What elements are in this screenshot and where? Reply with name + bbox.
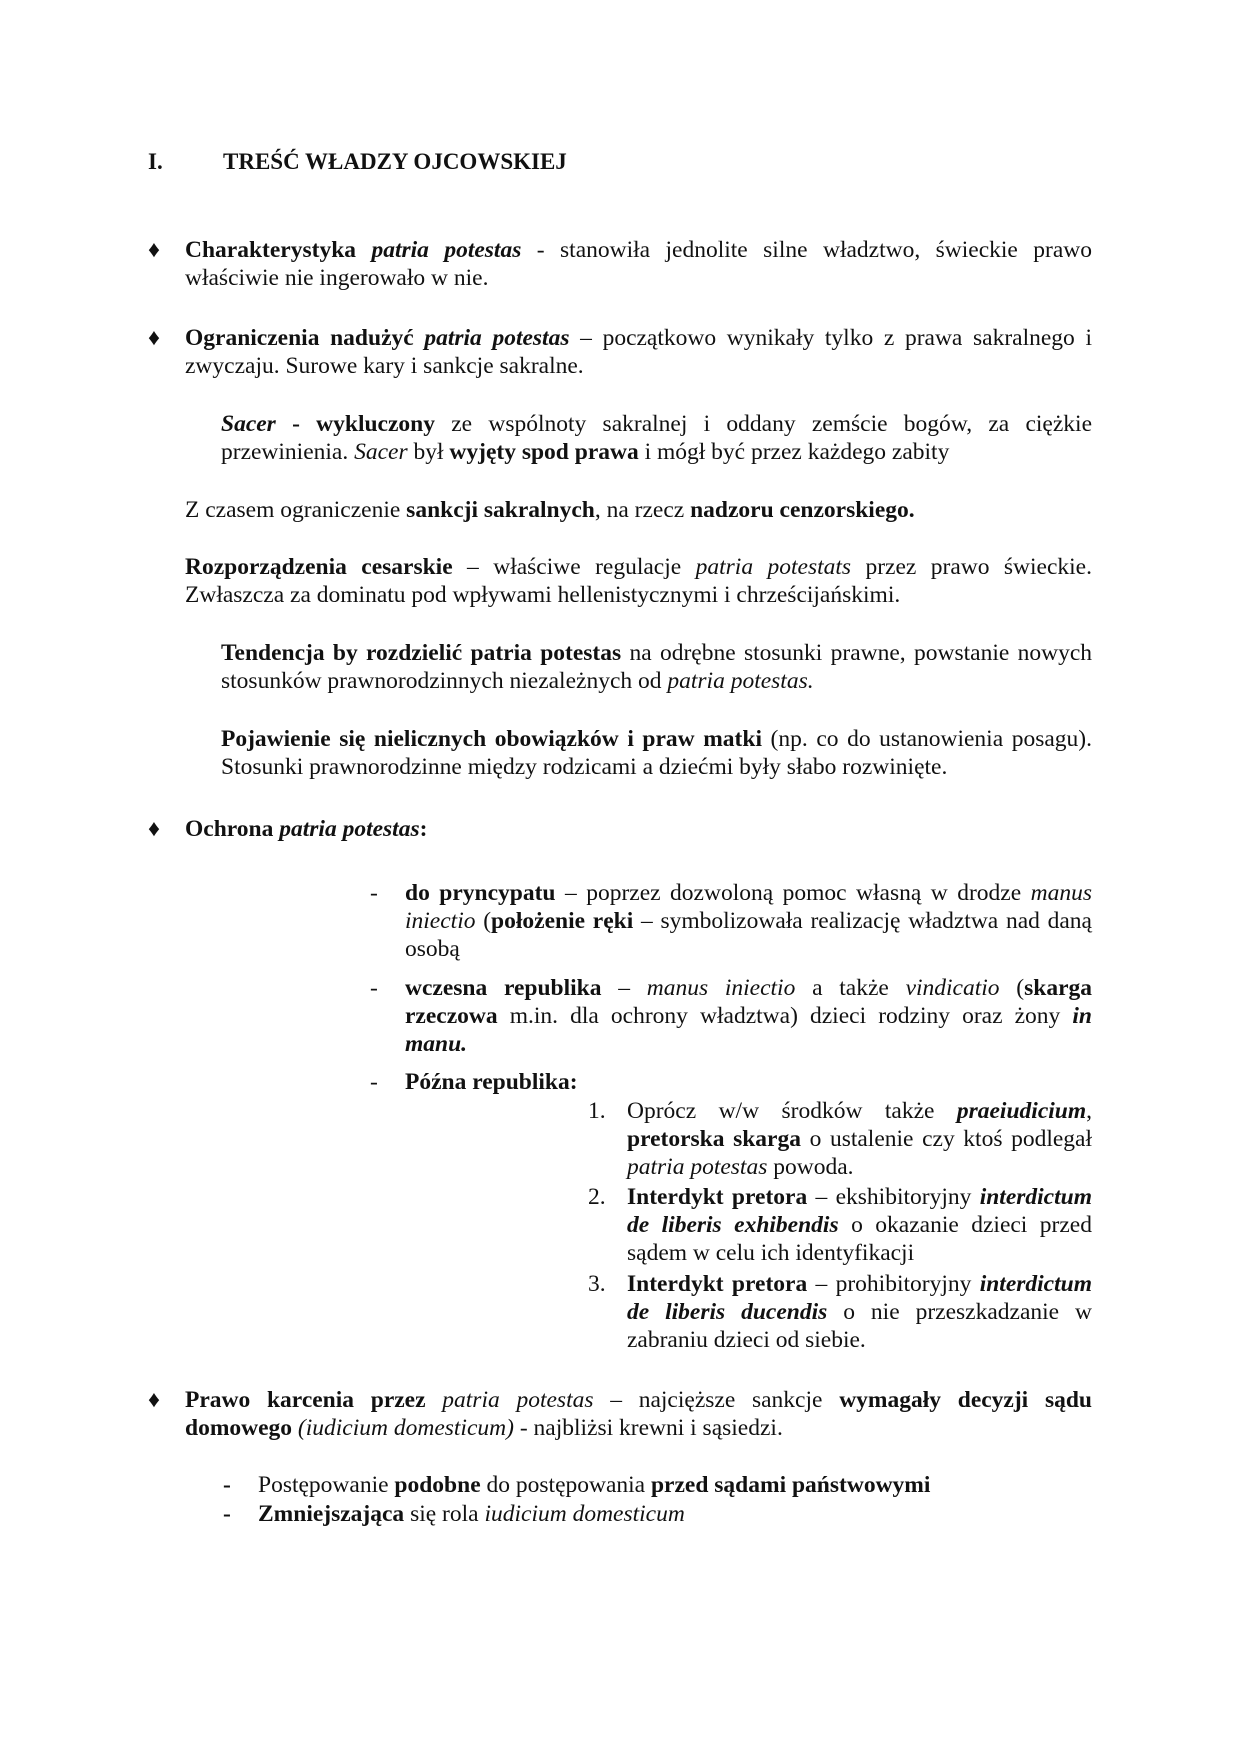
list-number: 1. [588, 1098, 606, 1124]
paragraph-ochrona [185, 815, 1092, 843]
section-title: TREŚĆ WŁADZY OJCOWSKIEJ [223, 149, 567, 174]
bold-text: Zmniejszająca [258, 1501, 405, 1527]
paragraph-prawo-karcenia [185, 1386, 1092, 1442]
text: przez prawo świeckie. Zwłaszcza za dominatu pod wpływami hellenistycznymi i chrześcijańskimi. [185, 554, 1092, 608]
bold-text: sankcji sakralnych [406, 497, 595, 523]
bold-text: Ochrona [185, 816, 280, 842]
text: (np. co do ustanowienia posagu). Stosunki prawnorodzinne między rodzicami a dziećmi były słabo rozwinięte. [221, 726, 1092, 780]
text: - najbliżsi krewni i sąsiedzi. [513, 1415, 783, 1441]
bold-text: Pojawienie się nielicznych obowiązków i praw matki [221, 726, 762, 752]
bullet-icon: ♦ [148, 237, 160, 263]
bullet-icon: ♦ [148, 1387, 160, 1413]
bold-text: wyjęty spod prawa [449, 439, 639, 465]
paragraph-tendencja [221, 639, 1092, 695]
text: się rola [404, 1501, 485, 1527]
term: (iudicium domesticum) [297, 1415, 514, 1441]
text: – najcięższe sankcje [593, 1387, 840, 1413]
numbered-item-3 [627, 1270, 1092, 1354]
list-number: 2. [588, 1184, 606, 1210]
term: patria potestas [371, 237, 522, 263]
dash-marker: - [223, 1472, 231, 1498]
bold-text: do pryncypatu [405, 880, 556, 906]
bold-text: Późna republika: [405, 1069, 578, 1095]
text: a także [795, 975, 906, 1001]
bold-text: wymagały decyzji sądu domowego [185, 1387, 1092, 1441]
term: interdictum de liberis exhibendis [627, 1184, 1092, 1238]
text: ( [475, 908, 492, 934]
text: - [275, 411, 317, 437]
bold-text: pretorska skarga [627, 1126, 801, 1152]
term: patria potestas [442, 1387, 594, 1413]
bold-text: przed sądami państwowymi [650, 1472, 931, 1498]
term: patria potestas [627, 1154, 768, 1180]
text: – ekshibitoryjny [807, 1184, 980, 1210]
text: ze wspólnoty sakralnej i oddany zemście bogów, za ciężkie przewinienia. [221, 411, 1093, 465]
sub-item-zmniejszajaca [258, 1500, 1092, 1528]
paragraph-ograniczenia [185, 324, 1092, 380]
dash-marker: - [370, 975, 378, 1001]
term: patria potestas [279, 816, 420, 842]
bold-text: podobne [394, 1472, 481, 1498]
sub-item-postepowanie [258, 1471, 1092, 1499]
bold-text: Ograniczenia nadużyć [185, 325, 425, 351]
text: o okazanie dzieci przed sądem w celu ich identyfikacji [627, 1212, 1092, 1266]
numbered-item-1 [627, 1097, 1092, 1181]
term: patria potestas. [667, 668, 814, 694]
term: Sacer [221, 411, 276, 437]
text: – początkowo wynikały tylko z prawa sakralnego i zwyczaju. Surowe kary i sankcje sakralne. [185, 325, 1093, 379]
dash-marker: - [223, 1501, 231, 1527]
text: powoda. [767, 1154, 854, 1180]
term: interdictum de liberis ducendis [627, 1271, 1092, 1325]
term: vindicatio [905, 975, 1000, 1001]
bullet-icon: ♦ [148, 816, 160, 842]
text: – poprzez dozwoloną pomoc własną w drodze [555, 880, 1031, 906]
bold-text: wczesna republika [405, 975, 602, 1001]
text: , [1086, 1098, 1092, 1124]
term: manus iniectio [405, 880, 1092, 934]
text: , na rzecz [594, 497, 691, 523]
bold-text: położenie ręki [491, 908, 634, 934]
text: Z czasem ograniczenie [185, 497, 407, 523]
term: Sacer [354, 439, 408, 465]
term: in manu. [405, 1003, 1092, 1057]
dash-marker: - [370, 1069, 378, 1095]
text: – symbolizowała realizację władztwa nad daną osobą [405, 908, 1092, 962]
text: do postępowania [480, 1472, 651, 1498]
text: na odrębne stosunki prawne, powstanie nowych stosunków prawnorodzinnych niezależnych od [221, 640, 1093, 694]
list-number: 3. [588, 1271, 606, 1297]
bold-text: skarga rzeczowa [405, 975, 1093, 1029]
text: – właściwe regulacje [452, 554, 696, 580]
text: ( [999, 975, 1025, 1001]
bold-text: nadzoru cenzorskiego. [690, 497, 915, 523]
bold-text: wykluczony [316, 411, 435, 437]
bold-text: Interdykt pretora [627, 1184, 808, 1210]
list-item-pozna-republika [405, 1068, 1092, 1096]
list-item-do-pryncypatu [405, 879, 1092, 963]
term: iudicium domesticum [484, 1501, 685, 1527]
text: – [601, 975, 647, 1001]
term: praeiudicium [956, 1098, 1087, 1124]
list-item-wczesna-republika [405, 974, 1092, 1058]
bold-text: Rozporządzenia cesarskie [185, 554, 453, 580]
text: Oprócz w/w środków także [627, 1098, 957, 1124]
bullet-icon: ♦ [148, 325, 160, 351]
bold-text: Charakterystyka [185, 237, 372, 263]
bold-text: Tendencja by rozdzielić patria potestas [221, 640, 622, 666]
section-number: I. [148, 149, 163, 174]
text: Postępowanie [258, 1472, 395, 1498]
paragraph-z-czasem [185, 496, 1092, 524]
text: - stanowiła jednolite silne władztwo, świeckie prawo właściwie nie ingerowało w nie. [185, 237, 1092, 291]
term: patria potestats [695, 554, 852, 580]
text: m.in. dla ochrony władztwa) dzieci rodziny oraz żony [497, 1003, 1073, 1029]
bold-text: Prawo karcenia przez [185, 1387, 443, 1413]
term: patria potestas [424, 325, 570, 351]
paragraph-pojawienie [221, 725, 1092, 781]
paragraph-charakterystyka [185, 236, 1092, 292]
dash-marker: - [370, 880, 378, 906]
paragraph-sacer [221, 410, 1092, 466]
paragraph-rozporzadzenia [185, 553, 1092, 609]
text: o nie przeszkadzanie w zabraniu dzieci od siebie. [627, 1299, 1092, 1353]
numbered-item-2 [627, 1183, 1092, 1267]
text: był [407, 439, 450, 465]
text: o ustalenie czy ktoś podlegał [800, 1126, 1092, 1152]
text: i mógł być przez każdego zabity [638, 439, 950, 465]
term: manus iniectio [646, 975, 796, 1001]
bold-text: Interdykt pretora [627, 1271, 808, 1297]
text: : [419, 816, 428, 842]
text: – prohibitoryjny [807, 1271, 980, 1297]
